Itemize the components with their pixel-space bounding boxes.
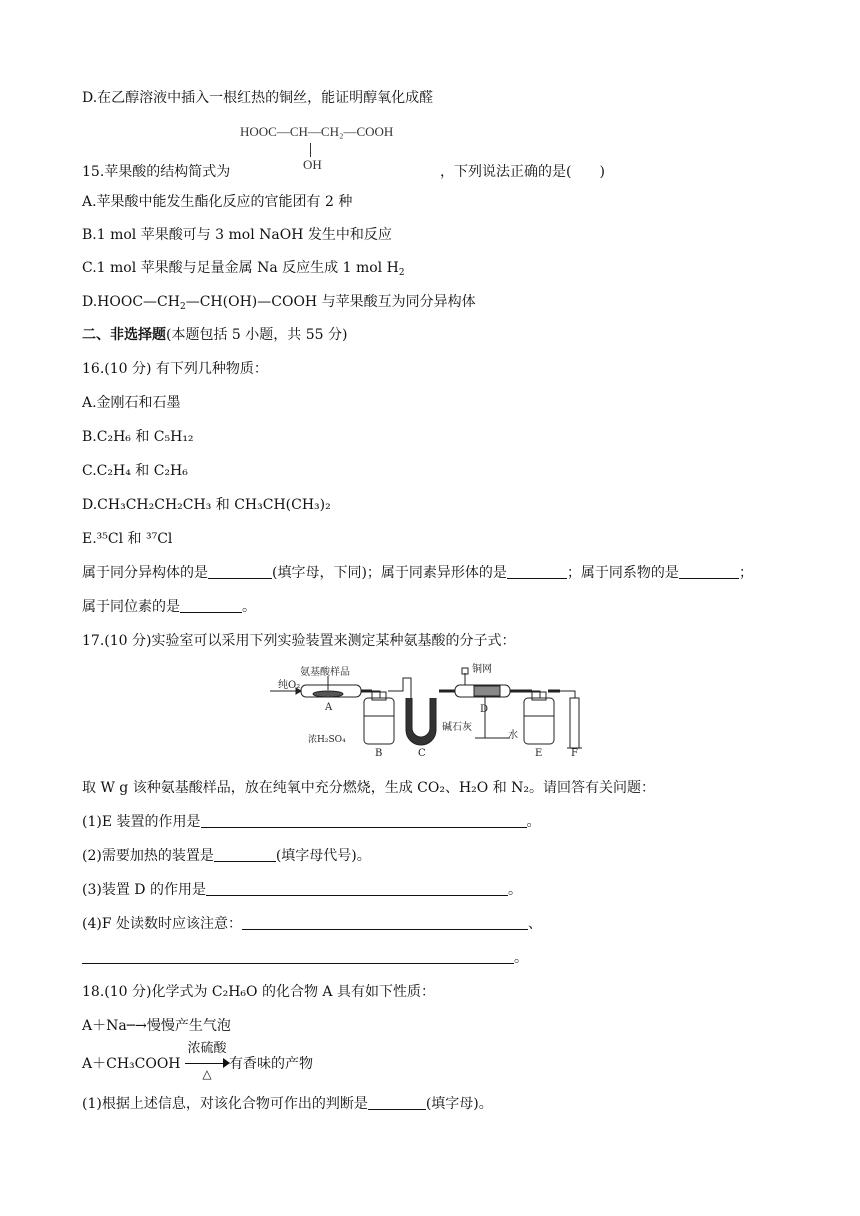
q17-stem: 17.(10 分)实验室可以采用下列实验装置来测定某种氨基酸的分子式： [82, 633, 516, 649]
period-text: 。 [507, 882, 522, 898]
q16-q2-text: 属于同位素的是 [82, 599, 180, 615]
q15-option-b: B.1 mol 苹果酸可与 3 mol NaOH 发生中和反应 [82, 227, 392, 243]
q16-stem: 16.(10 分) 有下列几种物质： [82, 361, 268, 377]
q16-question-line1 [82, 563, 753, 583]
q17-sub1-text: (1)E 装置的作用是 [82, 814, 201, 830]
malic-acid-oh-branch: OH [303, 157, 322, 172]
apparatus-letter-e: E [535, 748, 543, 759]
pure-o2-label: 纯O₂ [278, 680, 301, 691]
catalyst-label: 浓硫酸 [187, 1041, 227, 1056]
q16-option-c: C.C₂H₄ 和 C₂H₆ [82, 463, 188, 479]
q15-option-d: $D.HOOC—CH_2—CH(OH)—COOH$ 与苹果酸互为同分异构体 [82, 294, 476, 312]
malic-acid-structure [240, 124, 394, 172]
q15-option-c: C.1 mol 苹果酸与足量金属 Na 反应生成 1 mol $H_2$ [82, 260, 405, 278]
q17-intro: 取 W g 该种氨基酸样品，放在纯氧中充分燃烧，生成 CO₂、H₂O 和 N₂。请回答有关问题： [82, 780, 656, 796]
answer-blank[interactable] [206, 881, 508, 896]
answer-blank[interactable] [368, 1095, 426, 1110]
q15-option-a: A.苹果酸中能发生酯化反应的官能团有 2 种 [82, 194, 353, 210]
q15-stem-right: ，下列说法正确的是( ) [440, 164, 605, 180]
q15-option-c-text: C.1 mol 苹果酸与足量金属 Na 反应生成 1 mol H [82, 260, 399, 276]
q17-sub1 [82, 812, 541, 832]
q16-option-a: A.金刚石和石墨 [82, 395, 181, 411]
branch-bond [310, 143, 311, 157]
q15-option-d-text1: D.HOOC—CH [82, 294, 180, 310]
q17-sub2-text: (2)需要加热的装置是 [82, 848, 214, 864]
reaction-2-product: 有香味的产物 [228, 1056, 313, 1072]
separator-text: 、 [528, 916, 542, 932]
answer-blank[interactable] [507, 564, 567, 579]
apparatus-letter-a: A [325, 702, 333, 713]
q17-sub3-text: (3)装置 D 的作用是 [82, 882, 206, 898]
apparatus-letter-f: F [571, 748, 578, 759]
q17-sub2 [82, 846, 371, 866]
q16-option-b: B.C₂H₆ 和 C₅H₁₂ [82, 429, 194, 445]
q16-q1d-text: ； [738, 565, 753, 581]
reaction-arrow [185, 1041, 229, 1081]
period-text: 。 [514, 950, 528, 966]
answer-blank[interactable] [180, 598, 242, 613]
section-2-heading [82, 325, 347, 345]
q18-reaction-1: A＋Na─→慢慢产生气泡 [82, 1018, 231, 1034]
reaction-2-reactants: A＋CH₃COOH [82, 1056, 181, 1072]
q16-q2b-text: 。 [242, 599, 256, 615]
answer-blank[interactable] [242, 915, 528, 930]
conc-h2so4-label: 浓H₂SO₄ [308, 735, 346, 745]
q18-sub1 [82, 1094, 493, 1114]
q17-sub2b-text: (填字母代号)。 [275, 848, 371, 864]
answer-blank[interactable] [679, 564, 739, 579]
answer-blank[interactable] [208, 564, 272, 579]
experiment-apparatus-diagram [270, 660, 600, 760]
q15-stem-left: 15.苹果酸的结构简式为 [82, 164, 231, 180]
q16-question-line2 [82, 597, 256, 617]
water-label: 水 [508, 730, 518, 741]
q17-sub4 [82, 914, 542, 934]
q16-q1b-text: (填字母，下同)；属于同素异形体的是 [272, 565, 507, 581]
q16-option-e: E.³⁵Cl 和 ³⁷Cl [82, 531, 173, 547]
amino-acid-sample-label: 氨基酸样品 [300, 667, 350, 678]
q17-sub4-text: (4)F 处读数时应该注意： [82, 916, 242, 932]
period-text: 。 [526, 814, 541, 830]
q16-q1-text: 属于同分异构体的是 [82, 565, 208, 581]
q15-option-d-text2: —CH(OH)—COOH 与苹果酸互为同分异构体 [185, 294, 476, 310]
heat-symbol: △ [202, 1067, 212, 1081]
q18-sub1-text: (1)根据上述信息，对该化合物可作出的判断是 [82, 1096, 368, 1112]
answer-blank[interactable] [201, 813, 527, 828]
section-2-note: (本题包括 5 小题，共 55 分) [166, 327, 348, 343]
malic-acid-main-chain: HOOC—CH—CH₂—COOH [240, 124, 394, 139]
answer-blank[interactable] [214, 847, 276, 862]
q18-stem: 18.(10 分)化学式为 C₂H₆O 的化合物 A 具有如下性质： [82, 984, 435, 1000]
q16-option-d: D.CH₃CH₂CH₂CH₃ 和 CH₃CH(CH₃)₂ [82, 497, 331, 513]
soda-lime-label: 碱石灰 [442, 722, 472, 733]
answer-blank[interactable] [82, 949, 514, 964]
apparatus-letter-c: C [418, 748, 426, 759]
q16-q1c-text: ；属于同系物的是 [566, 565, 679, 581]
q18-sub1b-text: (填字母)。 [425, 1096, 493, 1112]
apparatus-letter-d: D [480, 704, 489, 715]
q18-reaction-2 [82, 1041, 313, 1081]
apparatus-letter-b: B [375, 748, 383, 759]
section-2-title: 二、非选择题 [82, 327, 166, 343]
q14-option-d: D.在乙醇溶液中插入一根红热的铜丝，能证明醇氧化成醛 [82, 90, 434, 106]
q17-sub3 [82, 880, 522, 900]
copper-mesh-label: 铜网 [472, 664, 492, 675]
q17-sub4-cont [82, 948, 528, 968]
